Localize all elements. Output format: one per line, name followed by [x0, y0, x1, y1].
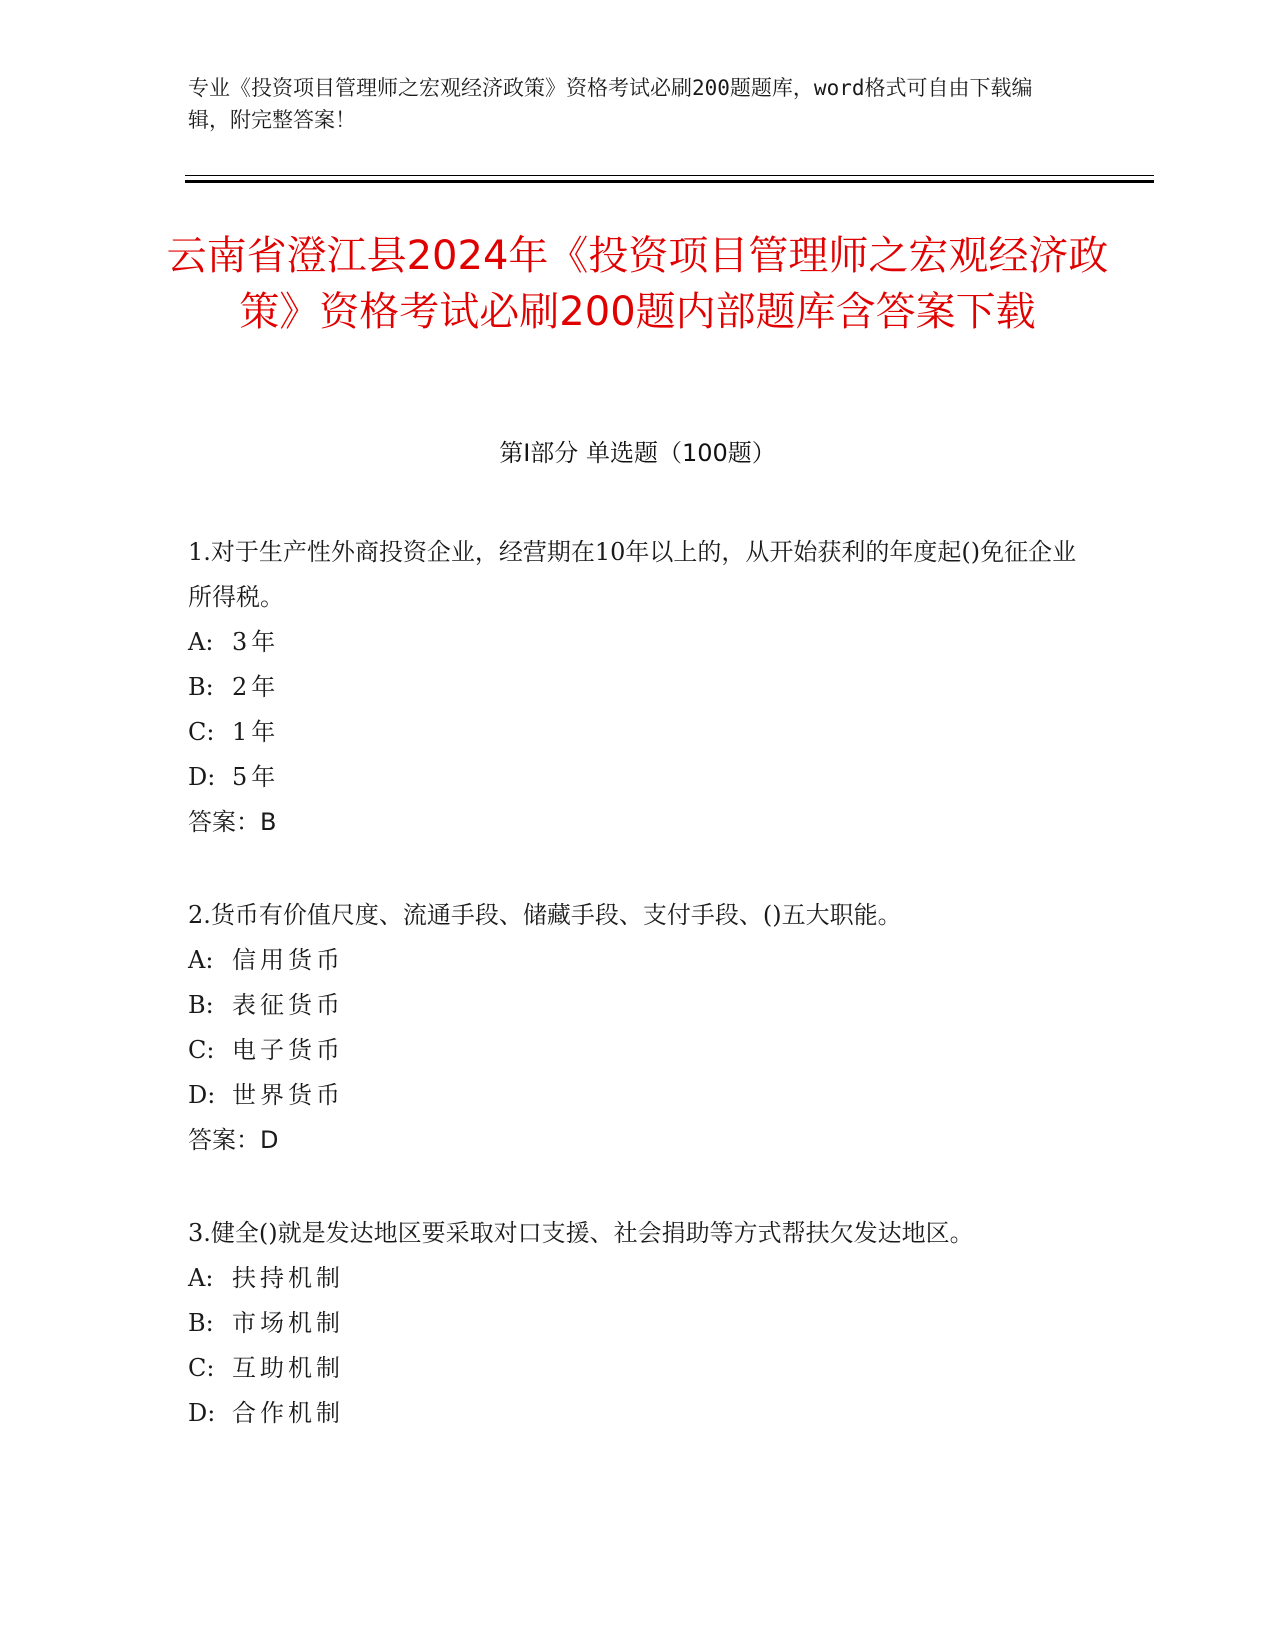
option-letter: B: [188, 1309, 214, 1337]
option-b [188, 665, 1078, 710]
option-text: 扶持机制 [232, 1264, 344, 1292]
header-divider-thick [185, 180, 1154, 183]
option-text: 表征货币 [232, 991, 344, 1019]
option-letter: C: [188, 718, 215, 746]
option-text: 世界货币 [232, 1081, 344, 1109]
option-letter: B: [188, 673, 214, 701]
option-letter: B: [188, 991, 214, 1019]
question-stem: 2.货币有价值尺度、流通手段、储藏手段、支付手段、()五大职能。 [188, 901, 902, 929]
option-c [188, 710, 1078, 755]
option-c [188, 1028, 1078, 1073]
option-text: 5年 [232, 763, 280, 791]
question-1 [188, 530, 1078, 845]
document-title: 云南省澄江县2024年《投资项目管理师之宏观经济政策》资格考试必刷200题内部题库含答案下载 [166, 233, 1109, 335]
option-letter: A: [188, 1264, 214, 1292]
option-text: 市场机制 [232, 1309, 344, 1337]
option-a [188, 620, 1078, 665]
header-note: 专业《投资项目管理师之宏观经济政策》资格考试必刷200题题库，word格式可自由下载编辑，附完整答案！ [188, 76, 1033, 132]
option-letter: A: [188, 628, 214, 656]
option-b [188, 983, 1078, 1028]
option-b [188, 1301, 1078, 1346]
option-d [188, 1073, 1078, 1118]
question-stem: 1.对于生产性外商投资企业，经营期在10年以上的，从开始获利的年度起()免征企业所得税。 [188, 538, 1077, 611]
option-text: 互助机制 [232, 1354, 344, 1382]
answer-line: 答案：B [188, 808, 277, 836]
option-d [188, 755, 1078, 800]
option-text: 2年 [232, 673, 280, 701]
option-d [188, 1391, 1078, 1436]
option-letter: C: [188, 1036, 215, 1064]
option-text: 3年 [232, 628, 280, 656]
header-divider-thin [185, 175, 1154, 176]
option-letter: D: [188, 1081, 216, 1109]
option-a [188, 1256, 1078, 1301]
option-letter: A: [188, 946, 214, 974]
option-text: 电子货币 [232, 1036, 344, 1064]
question-3 [188, 1211, 1078, 1436]
question-stem: 3.健全()就是发达地区要采取对口支援、社会捐助等方式帮扶欠发达地区。 [188, 1219, 974, 1247]
option-text: 1年 [232, 718, 280, 746]
option-text: 合作机制 [232, 1399, 344, 1427]
question-2 [188, 893, 1078, 1163]
section-heading: 第I部分 单选题（100题） [499, 439, 776, 467]
option-c [188, 1346, 1078, 1391]
question-list [188, 530, 1078, 1484]
option-letter: D: [188, 763, 216, 791]
option-letter: C: [188, 1354, 215, 1382]
option-a [188, 938, 1078, 983]
option-text: 信用货币 [232, 946, 344, 974]
answer-line: 答案：D [188, 1126, 279, 1154]
option-letter: D: [188, 1399, 216, 1427]
